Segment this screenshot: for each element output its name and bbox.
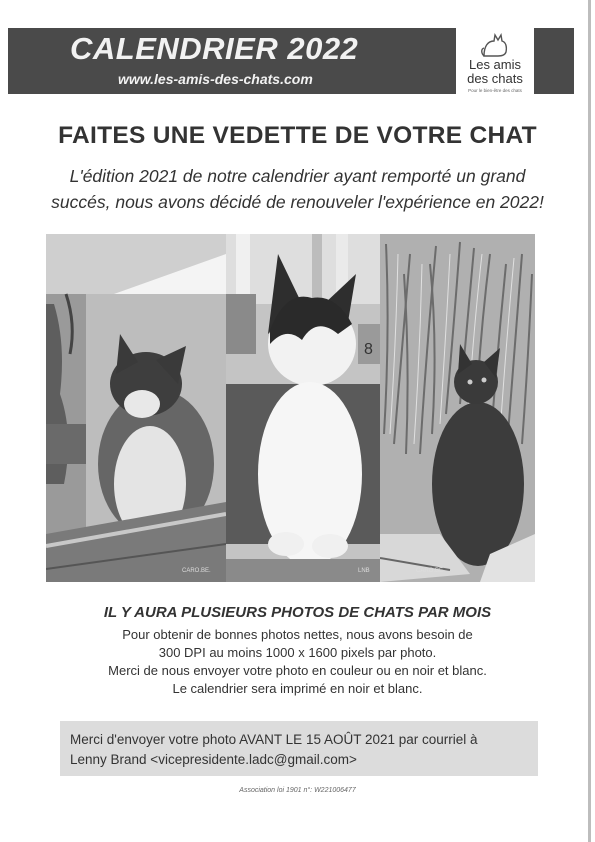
- page-headline: FAITES UNE VEDETTE DE VOTRE CHAT: [58, 122, 537, 149]
- submission-instructions: [70, 730, 530, 770]
- photos-per-month-heading: IL Y AURA PLUSIEURS PHOTOS DE CHATS PAR MOIS: [103, 604, 492, 621]
- header-banner: [8, 28, 574, 94]
- cat-photo-2: [226, 234, 380, 582]
- website-url[interactable]: www.les-amis-des-chats.com: [118, 71, 313, 87]
- association-registration: Association loi 1901 n°: W221006477: [239, 787, 356, 794]
- submission-deadline-box: [60, 721, 538, 776]
- details-line-1: Pour obtenir de bonnes photos nettes, nous avons besoin de: [122, 627, 473, 642]
- details-line-4: Le calendrier sera imprimé en noir et blanc.: [172, 681, 423, 696]
- calendar-title: CALENDRIER 2022: [70, 31, 359, 66]
- cat-photo-3: [380, 234, 535, 582]
- details-line-2: 300 DPI au moins 1000 x 1600 pixels par photo.: [158, 645, 437, 660]
- svg-text:8: 8: [364, 341, 373, 358]
- photo-2-credit: LNB: [358, 568, 370, 574]
- cat-photo-1: [46, 234, 226, 582]
- photo-3-credit: CARO.BE: [416, 568, 444, 574]
- photo-requirements: [40, 626, 555, 698]
- cat-silhouette-icon: [480, 30, 510, 58]
- cta-line-2[interactable]: Lenny Brand <vicepresidente.ladc@gmail.com>: [70, 752, 357, 767]
- intro-line-2: succés, nous avons décidé de renouveler l'expérience en 2022!: [51, 192, 544, 212]
- photo-1-credit: CARO.BE.: [182, 568, 211, 574]
- logo-text-line2: des chats: [467, 71, 523, 86]
- intro-paragraph: [30, 163, 565, 215]
- intro-line-1: L'édition 2021 de notre calendrier ayant remporté un grand: [69, 166, 526, 186]
- logo-text-line1: Les amis: [468, 57, 522, 72]
- logo-tagline: Pour le bien-être des chats: [468, 88, 522, 93]
- cta-line-1: Merci d'envoyer votre photo AVANT LE 15 AOÛT 2021 par courriel à: [70, 732, 478, 747]
- details-line-3: Merci de nous envoyer votre photo en couleur ou en noir et blanc.: [108, 663, 487, 678]
- association-logo: [456, 28, 534, 94]
